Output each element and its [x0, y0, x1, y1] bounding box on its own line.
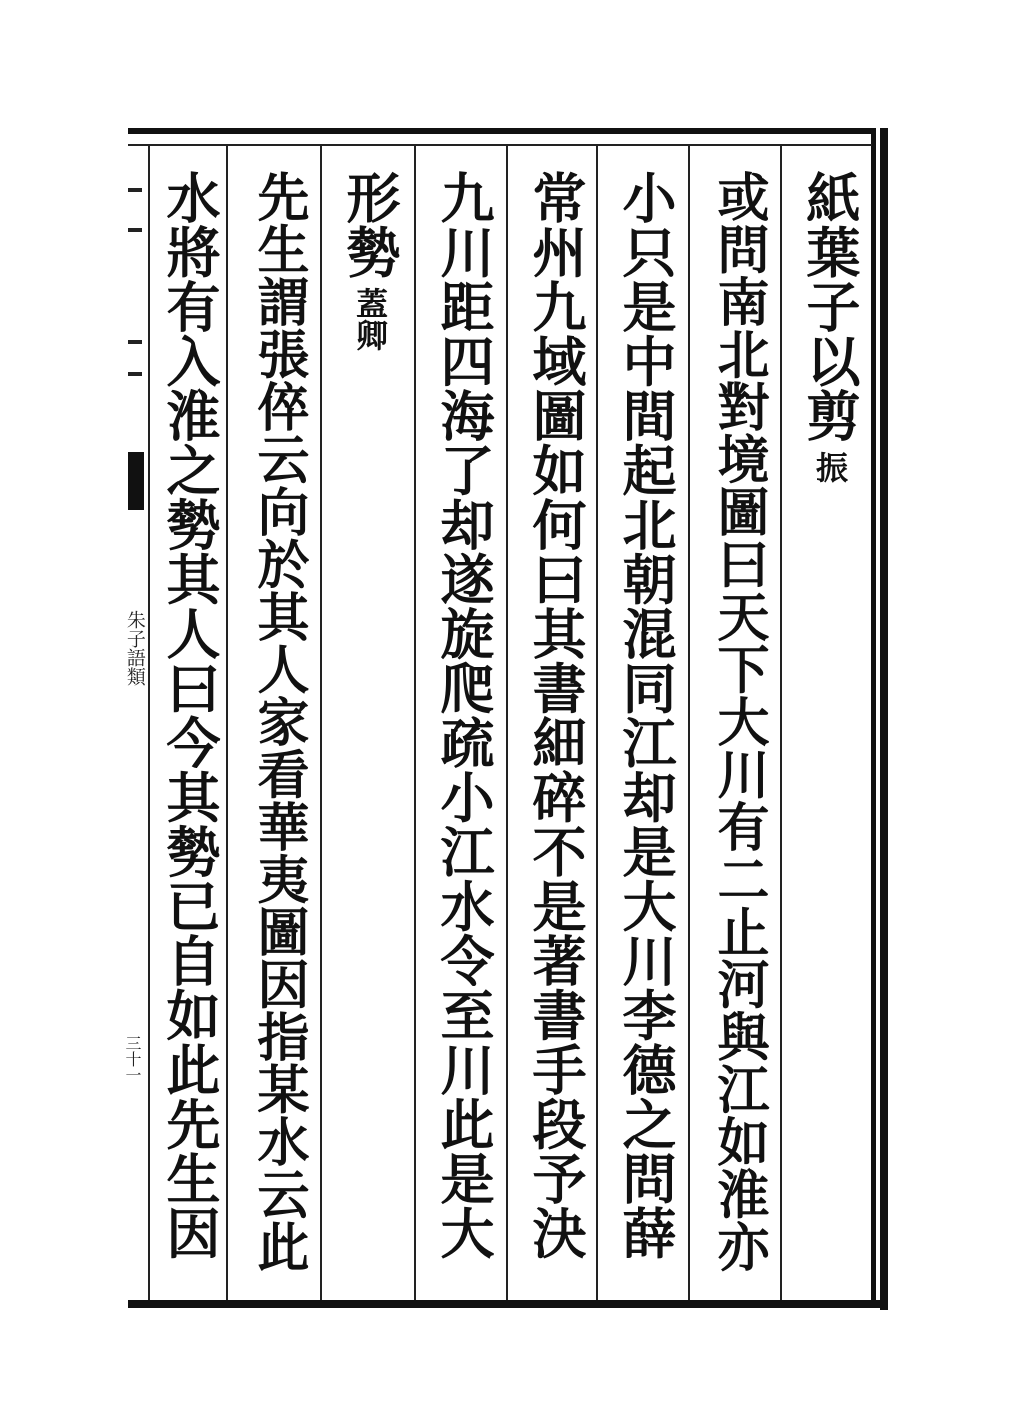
margin-tick-mark: [128, 188, 142, 192]
column-main-text: 九川距四海了却遂旋爬疏小江水令至川此是大: [432, 170, 496, 1260]
text-column-4: [518, 170, 594, 1260]
column-main-text: 水將有入淮之勢其人曰今其勢已自如此先生因: [158, 170, 222, 1260]
margin-page-number: 三十一: [123, 1035, 142, 1083]
text-column-2: [700, 170, 776, 1273]
column-rule: [414, 145, 416, 1300]
column-rule: [320, 145, 322, 1300]
column-main-text: 形勢: [338, 170, 402, 279]
margin-rule: [148, 145, 150, 1300]
text-column-3: [608, 170, 684, 1260]
column-rule: [688, 145, 690, 1300]
column-main-text: 紙葉子以剪: [798, 170, 862, 443]
frame-bottom-border: [128, 1300, 888, 1308]
column-rule: [506, 145, 508, 1300]
text-column-1: [792, 170, 868, 483]
column-main-text: 常州九域圖如何曰其書細碎不是著書手段予決: [524, 170, 588, 1260]
column-main-text: 先生謂張倅云向於其人家看華夷圖因指某水云此: [248, 170, 309, 1273]
margin-book-title: 朱子語類: [123, 610, 146, 686]
margin-tick-mark: [128, 372, 142, 376]
fishtail-mark: [128, 452, 144, 510]
text-column-8: [152, 170, 228, 1260]
column-rule: [780, 145, 782, 1300]
column-main-text: 小只是中間起北朝混同江却是大川李德之問薛: [614, 170, 678, 1260]
frame-right-border: [880, 128, 888, 1310]
column-main-text: 或問南北對境圖曰天下大川有二止河與江如淮亦: [708, 170, 769, 1273]
text-column-5: [426, 170, 502, 1260]
column-annotation: 蓋卿: [351, 287, 389, 351]
text-column-7: [240, 170, 316, 1273]
margin-tick-mark: [128, 228, 142, 232]
text-column-6: [332, 170, 408, 351]
column-rule: [596, 145, 598, 1300]
column-annotation: 振: [811, 450, 849, 483]
margin-tick-mark: [128, 340, 142, 344]
